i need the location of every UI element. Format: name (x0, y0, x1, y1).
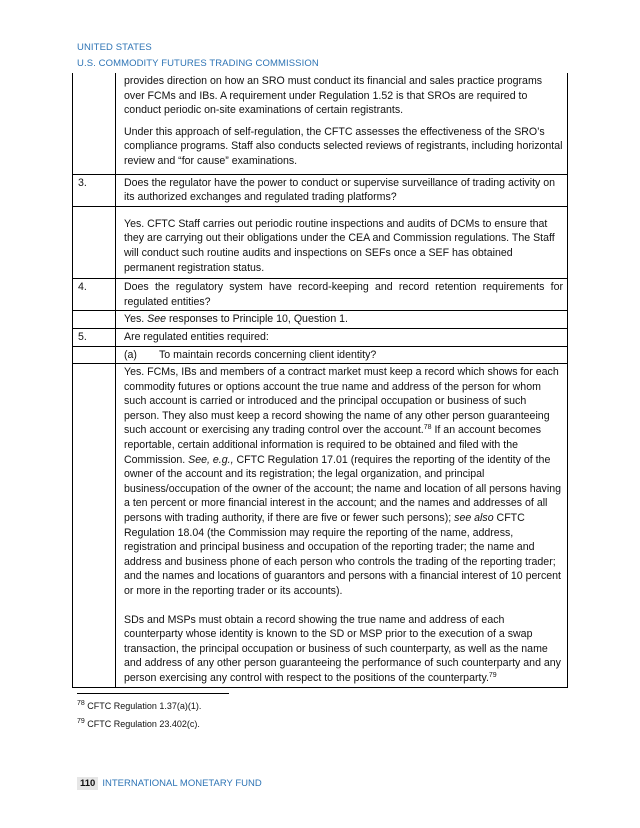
row-number-cell (73, 206, 116, 278)
sub-question-text: To maintain records concerning client identity? (159, 348, 377, 361)
answer-paragraph: Under this approach of self-regulation, the CFTC assesses the effectiveness of the SRO’s compliance programs. Staff also conducts selected reviews of registrants, including horizontal review and “for cause” examinations. (124, 125, 563, 167)
footnote-79 (77, 719, 200, 729)
answer-paragraph: provides direction on how an SRO must conduct its financial and sales practice programs over FCMs and IBs. A requirement under Regulation 1.52 is that SROs are required to conduct periodic on-site examinations of certain registrants. (124, 75, 543, 117)
citation-signal: See, e.g., (188, 453, 234, 466)
table-row (73, 311, 568, 329)
questionnaire-table (72, 73, 568, 688)
footnote-ref-78: 78 (423, 424, 432, 432)
answer-cell (116, 206, 568, 278)
answer-signal-see: See (147, 313, 167, 326)
page-number: 110 (77, 777, 98, 790)
sub-question-label: (a) (124, 348, 137, 361)
answer-text: Yes. FCMs, IBs and members of a contract market must keep a record which shows for each commodity futures or options account the true name and address of the person for whom such account is carried or introduced and the principal occupation or business of such person. They also must keep a record showing the name of any other person guaranteeing such account or exercising any trading control over the account. (124, 366, 559, 437)
footnote-number: 78 (77, 700, 85, 707)
answer-text: If an account becomes reportable, certain additional information is required to be obtained and filed with the Commission. (124, 424, 542, 466)
answer-text: CFTC Regulation 17.01 (requires the reporting of the identity of the owner of the account and its registration; the legal organization, and principal business/occupation of the owner of the account; the name and location of all persons having a ten percent or more financial interest in the account; and the names and addresses of all persons with trading authority, if there are five or fewer such persons); (124, 453, 561, 525)
footer-organization: INTERNATIONAL MONETARY FUND (102, 778, 262, 789)
question-text: Does the regulator have the power to conduct or supervise surveillance of trading activity on its authorized exchanges and regulated trading platforms? (116, 174, 568, 206)
answer-cell (116, 364, 568, 687)
question-text: Are regulated entities required: (116, 328, 568, 346)
answer-text: responses to Principle 10, Question 1. (166, 313, 348, 326)
sub-question-cell (116, 346, 568, 364)
running-header-country: UNITED STATES (77, 42, 152, 53)
table-row (73, 346, 568, 364)
question-number: 5. (73, 328, 116, 346)
table-row (73, 206, 568, 278)
footnote-text: CFTC Regulation 23.402(c). (84, 719, 200, 729)
table-row (73, 364, 568, 687)
answer-text: SDs and MSPs must obtain a record showing the true name and address of each counterparty whose identity is known to the SD or MSP prior to the execution of a swap transaction, the principal occupation or business of such counterparty, as well as the name and address of any other person guaranteeing the performance of such counterparty and any person exercising any control with respect to the positions of the counterparty. (124, 613, 561, 684)
question-text: Does the regulatory system have record-keeping and record retention requirements for regulated entities? (116, 279, 568, 311)
answer-paragraph (124, 613, 563, 686)
table-row (73, 174, 568, 206)
footnote-separator (77, 693, 229, 694)
table-row (73, 279, 568, 311)
row-number-cell (73, 346, 116, 364)
answer-cell (116, 311, 568, 329)
footnote-ref-79: 79 (488, 671, 497, 679)
answer-text: Yes. (124, 313, 148, 326)
answer-paragraph (124, 365, 563, 599)
footnote-number: 79 (77, 718, 85, 725)
table-row (73, 328, 568, 346)
row-number-cell (73, 311, 116, 329)
page-footer (77, 778, 262, 789)
footnote-text: CFTC Regulation 1.37(a)(1). (84, 701, 202, 711)
answer-paragraph: Yes. CFTC Staff carries out periodic routine inspections and audits of DCMs to ensure that they are carrying out their obligations under the CEA and Commission regulations. The Staff will conduct such routine audits and inspections on SEFs once a SEF has obtained permanent registration status. (124, 217, 555, 274)
answer-text: CFTC Regulation 18.04 (the Commission may require the reporting of the name, address, registration and principal business and occupation of the reporting trader; the name and address and business phone of each person who controls the trading of the reporting trader; and the names and locations of guarantors and persons with a financial interest of 10 percent or more in the reporting trader or its accounts). (124, 512, 561, 597)
row-number-cell (73, 73, 116, 174)
row-number-cell (73, 364, 116, 687)
footnote-78 (77, 701, 201, 711)
citation-signal: see also (454, 512, 494, 525)
table-row (73, 73, 568, 174)
question-number: 4. (73, 279, 116, 311)
question-number: 3. (73, 174, 116, 206)
continued-answer-cell (116, 73, 568, 174)
running-header-agency: U.S. COMMODITY FUTURES TRADING COMMISSION (77, 58, 319, 69)
